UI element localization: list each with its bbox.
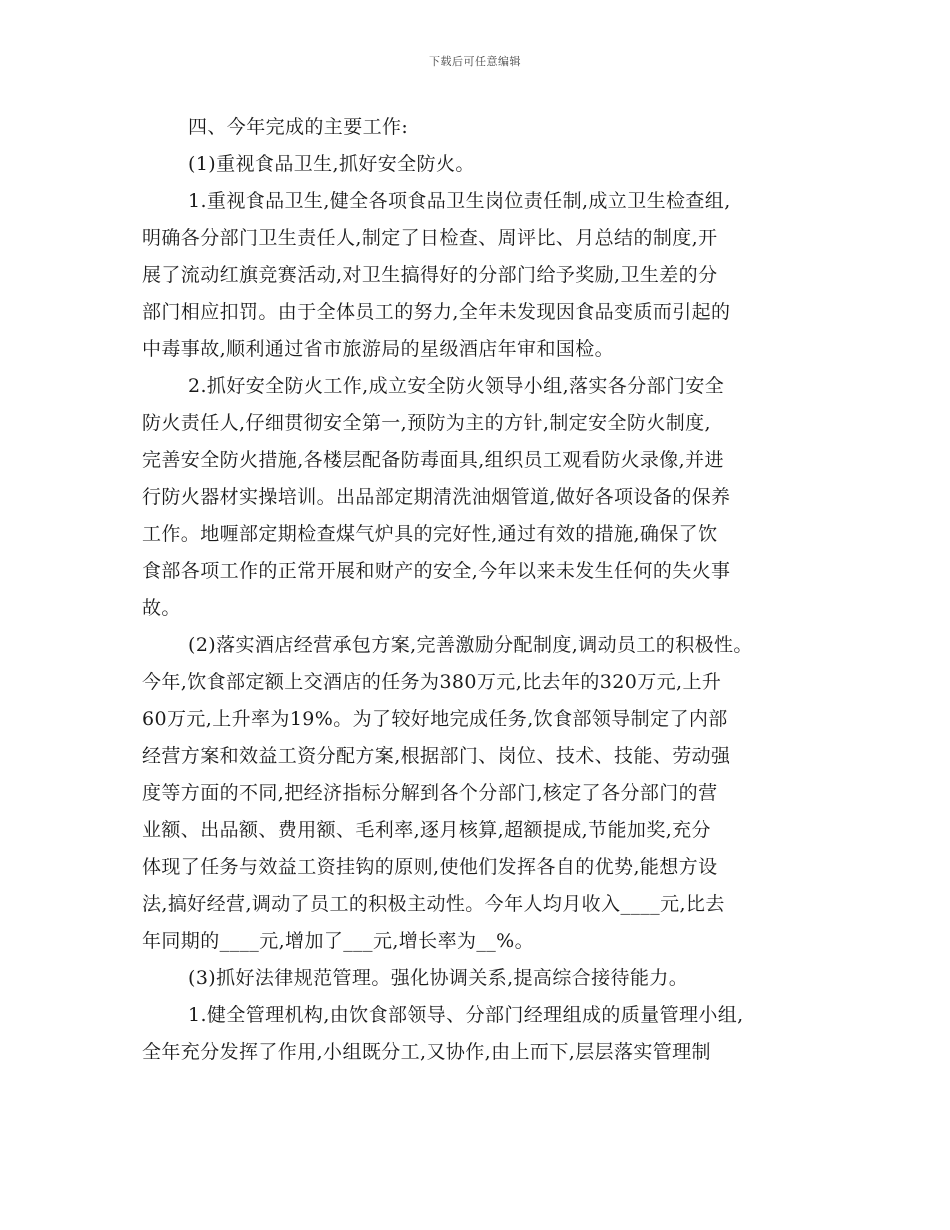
subsection-heading: (1)重视食品卫生,抓好安全防火。 bbox=[188, 153, 475, 175]
paragraph-line: 展了流动红旗竞赛活动,对卫生搞得好的分部门给予奖励,卫生差的分 bbox=[142, 264, 718, 286]
section-heading: 四、今年完成的主要工作: bbox=[188, 116, 409, 138]
paragraph-line: 部门相应扣罚。由于全体员工的努力,全年未发现因食品变质而引起的 bbox=[142, 301, 731, 323]
paragraph-line: 业额、出品额、费用额、毛利率,逐月核算,超额提成,节能加奖,充分 bbox=[142, 819, 711, 841]
paragraph-line: 中毒事故,顺利通过省市旅游局的星级酒店年审和国检。 bbox=[142, 338, 615, 360]
paragraph-line: 1.重视食品卫生,健全各项食品卫生岗位责任制,成立卫生检查组, bbox=[188, 190, 731, 212]
paragraph-line: 1.健全管理机构,由饮食部领导、分部门经理组成的质量管理小组, bbox=[188, 1004, 744, 1026]
paragraph-line: 行防火器材实操培训。出品部定期清洗油烟管道,做好各项设备的保养 bbox=[142, 486, 731, 508]
subsection-heading: (3)抓好法律规范管理。强化协调关系,提高综合接待能力。 bbox=[188, 967, 689, 989]
paragraph-line: 今年,饮食部定额上交酒店的任务为380万元,比去年的320万元,上升 bbox=[142, 671, 722, 693]
paragraph-line: 工作。地喱部定期检查煤气炉具的完好性,通过有效的措施,确保了饮 bbox=[142, 523, 718, 545]
paragraph-line: 法,搞好经营,调动了员工的积极主动性。今年人均月收入____元,比去 bbox=[142, 893, 725, 915]
paragraph-line: 食部各项工作的正常开展和财产的安全,今年以来未发生任何的失火事 bbox=[142, 560, 731, 582]
paragraph-line: 度等方面的不同,把经济指标分解到各个分部门,核定了各分部门的营 bbox=[142, 782, 718, 804]
paragraph-line: 完善安全防火措施,各楼层配备防毒面具,组织员工观看防火录像,并进 bbox=[142, 449, 724, 471]
subsection-heading: (2)落实酒店经营承包方案,完善激励分配制度,调动员工的积极性。 bbox=[188, 634, 753, 656]
paragraph-line: 故。 bbox=[142, 597, 181, 619]
paragraph-line: 全年充分发挥了作用,小组既分工,又协作,由上而下,层层落实管理制 bbox=[142, 1041, 711, 1063]
paragraph-line: 体现了任务与效益工资挂钩的原则,使他们发挥各自的优势,能想方设 bbox=[142, 856, 718, 878]
paragraph-line: 60万元,上升率为19%。为了较好地完成任务,饮食部领导制定了内部 bbox=[142, 708, 728, 730]
paragraph-line: 经营方案和效益工资分配方案,根据部门、岗位、技术、技能、劳动强 bbox=[142, 745, 731, 767]
page-header: 下载后可任意编辑 bbox=[429, 55, 521, 68]
paragraph-line: 防火责任人,仔细贯彻安全第一,预防为主的方针,制定安全防火制度, bbox=[142, 412, 711, 434]
paragraph-line: 明确各分部门卫生责任人,制定了日检查、周评比、月总结的制度,开 bbox=[142, 227, 718, 249]
paragraph-line: 2.抓好安全防火工作,成立安全防火领导小组,落实各分部门安全 bbox=[188, 375, 725, 397]
paragraph-line: 年同期的____元,增加了___元,增长率为__%。 bbox=[142, 930, 535, 952]
